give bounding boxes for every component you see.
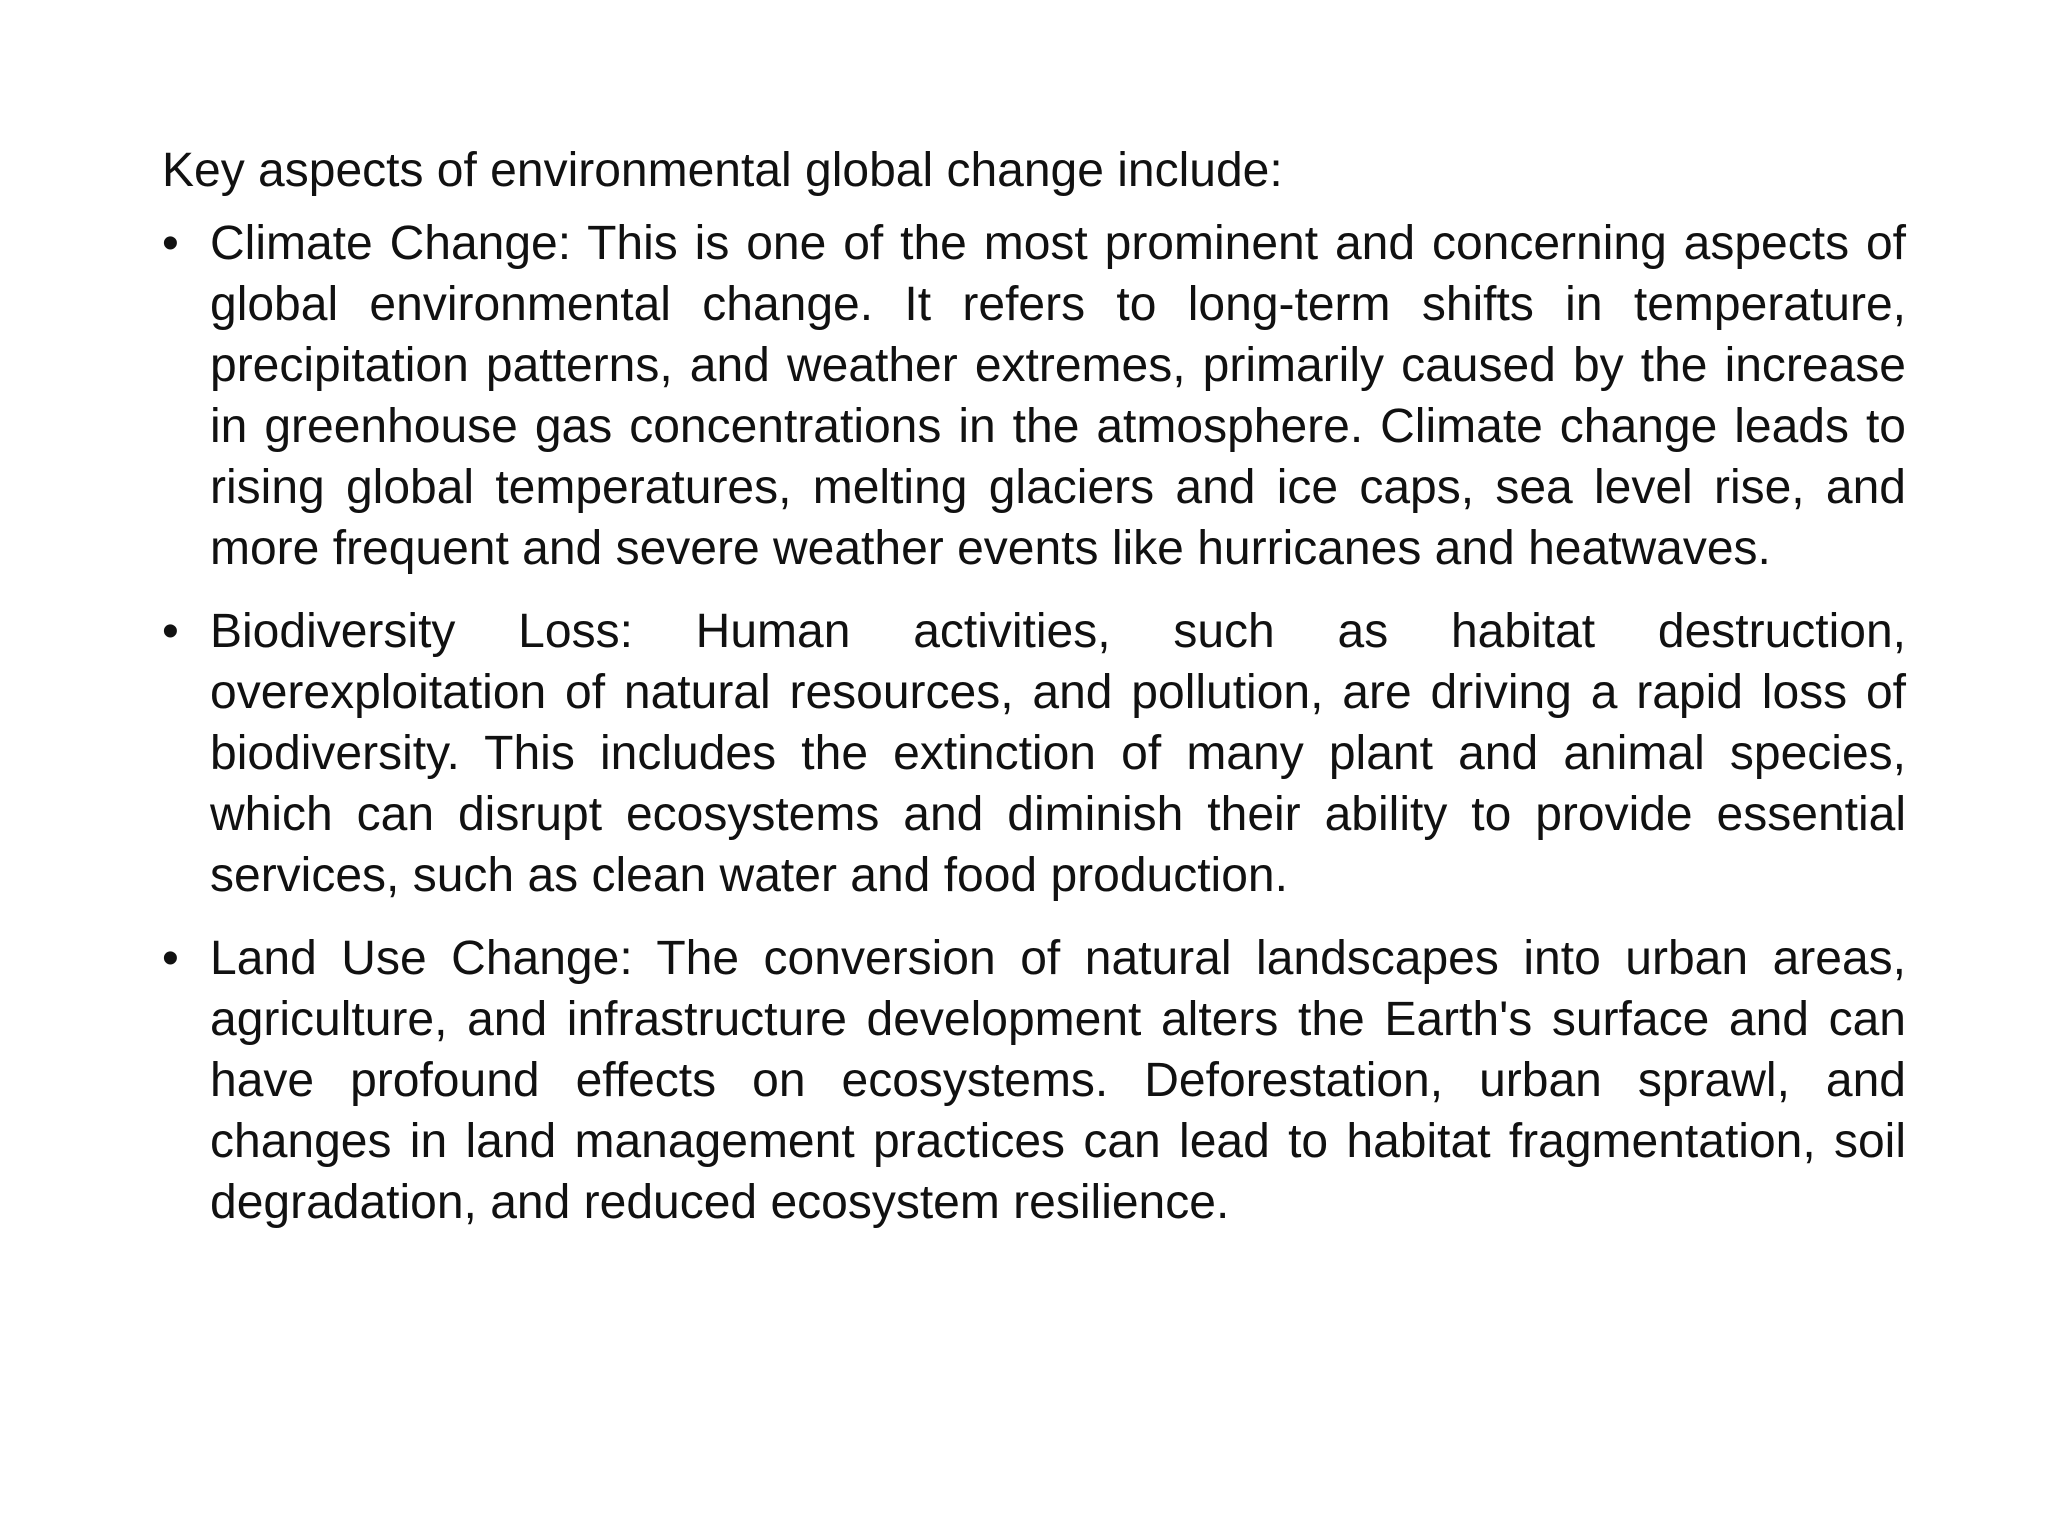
bullet-item-land-use-change: [162, 928, 1906, 1233]
bullet-text: Climate Change: This is one of the most prominent and concerning aspects of global environmental change. It refers to long-term shifts in temperature, precipitation patterns, and weather extremes, primarily caused by the increase in greenhouse gas concentrations in the atmosphere. Climate change leads to rising global temperatures, melting glaciers and ice caps, sea level rise, and more frequent and severe weather events like hurricanes and heatwaves.: [210, 217, 1906, 575]
bullet-dot-icon: •: [162, 217, 179, 270]
bullet-list: [162, 213, 1906, 1233]
slide-content: [162, 140, 1906, 1255]
bullet-dot-icon: •: [162, 932, 179, 985]
bullet-dot-icon: •: [162, 605, 179, 658]
bullet-text: Land Use Change: The conversion of natural landscapes into urban areas, agriculture, and infrastructure development alters the Earth's surface and can have profound effects on ecosystems. Deforestation, urban sprawl, and changes in land management practices can lead to habitat fragmentation, soil degradation, and reduced ecosystem resilience.: [210, 932, 1906, 1229]
bullet-item-biodiversity-loss: [162, 601, 1906, 906]
intro-text: Key aspects of environmental global change include:: [162, 144, 1283, 197]
bullet-text: Biodiversity Loss: Human activities, such as habitat destruction, overexploitation of natural resources, and pollution, are driving a rapid loss of biodiversity. This includes the extinction of many plant and animal species, which can disrupt ecosystems and diminish their ability to provide essential services, such as clean water and food production.: [210, 605, 1906, 902]
bullet-item-climate-change: [162, 213, 1906, 579]
